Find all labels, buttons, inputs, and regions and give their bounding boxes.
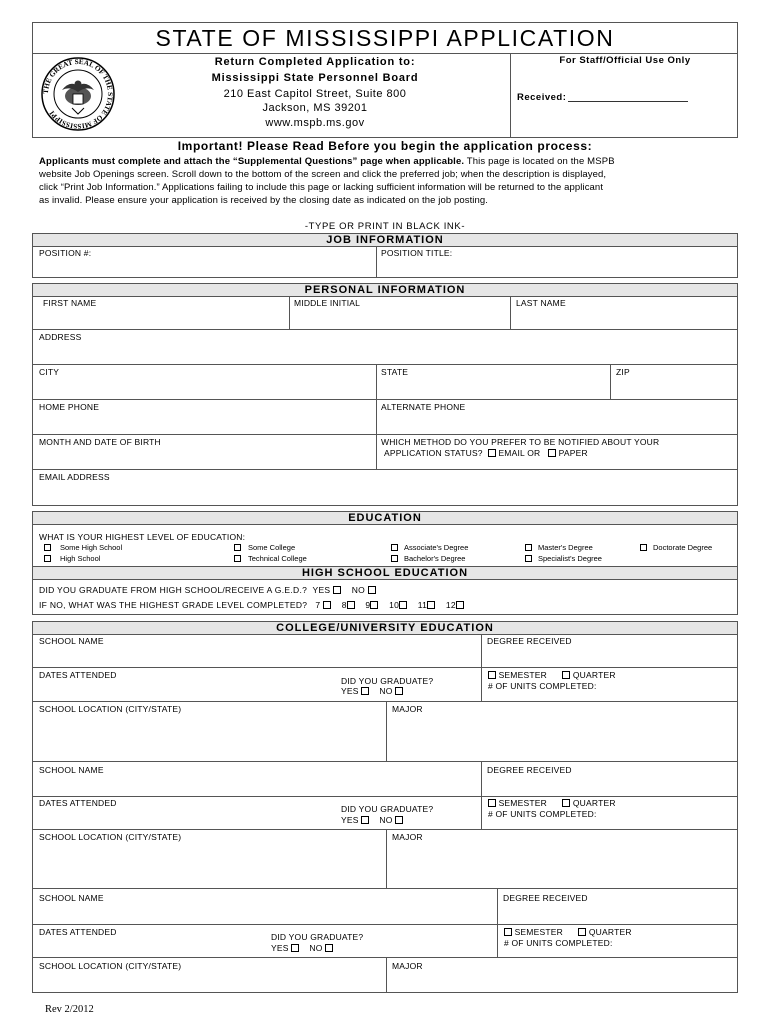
term-options-2: [488, 798, 616, 808]
last-name-field[interactable]: [511, 310, 737, 328]
notify-status-label: APPLICATION STATUS?: [384, 448, 483, 458]
ged-yes-label: YES: [312, 585, 331, 595]
alternate-phone-label: ALTERNATE PHONE: [381, 402, 466, 412]
specialists-checkbox[interactable]: [525, 555, 532, 562]
city-field[interactable]: [33, 378, 375, 398]
semester-label-2: SEMESTER: [498, 798, 547, 808]
row-rule: [32, 796, 738, 797]
dates-attended-field-2[interactable]: [33, 809, 333, 828]
school-name-label-2: SCHOOL NAME: [39, 765, 104, 775]
row-rule: [32, 888, 738, 889]
graduate-no-checkbox-2[interactable]: [395, 816, 403, 824]
semester-label-1: SEMESTER: [498, 670, 547, 680]
education-heading: EDUCATION: [32, 511, 738, 525]
school-name-field-3[interactable]: [33, 904, 496, 923]
ged-yes-checkbox[interactable]: [333, 586, 341, 594]
grade-10-checkbox[interactable]: [399, 601, 407, 609]
doctorate-label: Doctorate Degree: [653, 543, 713, 552]
graduate-no-label-2: NO: [379, 815, 393, 825]
masters-label: Master's Degree: [538, 543, 593, 552]
did-graduate-label-3: DID YOU GRADUATE?: [271, 932, 364, 942]
position-number-label: POSITION #:: [39, 248, 92, 258]
received-label: Received:: [517, 92, 567, 103]
row-rule: [32, 329, 738, 330]
revision-note: Rev 2/2012: [45, 1004, 94, 1015]
row-rule: [32, 957, 738, 958]
associates-checkbox[interactable]: [391, 544, 398, 551]
graduate-options-3: [271, 943, 333, 953]
graduate-options-1: [341, 686, 403, 696]
degree-received-field-1[interactable]: [482, 647, 737, 666]
technical-college-checkbox[interactable]: [234, 555, 241, 562]
state-label: STATE: [381, 367, 409, 377]
email-option-label: EMAIL OR: [498, 448, 541, 458]
row-rule: [32, 829, 738, 830]
graduate-yes-label-2: YES: [341, 815, 359, 825]
city-label: CITY: [39, 367, 60, 377]
semester-label-3: SEMESTER: [514, 927, 563, 937]
location-field-3[interactable]: [33, 972, 385, 992]
staff-divider: [510, 53, 511, 138]
high-school-heading: HIGH SCHOOL EDUCATION: [32, 566, 738, 580]
graduate-yes-checkbox-1[interactable]: [361, 687, 369, 695]
quarter-label-2: QUARTER: [572, 798, 616, 808]
dates-attended-label-3: DATES ATTENDED: [39, 927, 117, 937]
middle-initial-field[interactable]: [290, 310, 509, 328]
grade-12-checkbox[interactable]: [456, 601, 464, 609]
paper-checkbox[interactable]: [548, 449, 556, 457]
semester-checkbox-3[interactable]: [504, 928, 512, 936]
grade-9-checkbox[interactable]: [370, 601, 378, 609]
quarter-checkbox-1[interactable]: [562, 671, 570, 679]
dates-attended-label-2: DATES ATTENDED: [39, 798, 117, 808]
location-label-2: SCHOOL LOCATION (CITY/STATE): [39, 832, 182, 842]
school-name-label-1: SCHOOL NAME: [39, 636, 104, 646]
ink-note: -TYPE OR PRINT IN BLACK INK-: [304, 221, 466, 232]
masters-checkbox[interactable]: [525, 544, 532, 551]
location-label-3: SCHOOL LOCATION (CITY/STATE): [39, 961, 182, 971]
graduate-yes-checkbox-3[interactable]: [291, 944, 299, 952]
term-options-1: [488, 670, 616, 680]
ged-no-checkbox[interactable]: [368, 586, 376, 594]
quarter-label-3: QUARTER: [588, 927, 632, 937]
zip-field[interactable]: [611, 378, 737, 398]
position-title-field[interactable]: [377, 258, 737, 277]
paper-option-label: PAPER: [558, 448, 588, 458]
svg-text:THE GREAT SEAL OF THE STATE OF: THE GREAT SEAL OF THE STATE OF MISSISSIPPI: [41, 57, 115, 131]
return-label: Return Completed Application to:: [214, 56, 416, 68]
semester-checkbox-1[interactable]: [488, 671, 496, 679]
units-label-2: # OF UNITS COMPLETED:: [488, 809, 597, 819]
grade-7-checkbox[interactable]: [323, 601, 331, 609]
high-school-label: High School: [60, 554, 101, 563]
degree-received-label-2: DEGREE RECEIVED: [487, 765, 572, 775]
graduate-no-label-3: NO: [309, 943, 323, 953]
email-address-label: EMAIL ADDRESS: [39, 472, 110, 482]
job-info-heading: JOB INFORMATION: [32, 233, 738, 247]
home-phone-field[interactable]: [33, 413, 375, 433]
school-name-field-2[interactable]: [33, 776, 480, 795]
location-label-1: SCHOOL LOCATION (CITY/STATE): [39, 704, 182, 714]
bachelors-checkbox[interactable]: [391, 555, 398, 562]
notice-heading: Important! Please Read Before you begin the application process:: [177, 139, 593, 153]
grade-9-label: 9: [365, 600, 371, 610]
personal-info-heading: PERSONAL INFORMATION: [32, 283, 738, 297]
address-field[interactable]: [33, 343, 737, 363]
notice-line-1-rest: This page is located on the MSPB: [464, 156, 615, 167]
did-graduate-label-2: DID YOU GRADUATE?: [341, 804, 434, 814]
degree-received-label-1: DEGREE RECEIVED: [487, 636, 572, 646]
dates-attended-field-1[interactable]: [33, 681, 333, 700]
some-college-checkbox[interactable]: [234, 544, 241, 551]
degree-received-field-2[interactable]: [482, 776, 737, 795]
grade-8-checkbox[interactable]: [347, 601, 355, 609]
technical-college-label: Technical College: [248, 554, 307, 563]
birth-date-field[interactable]: [33, 448, 375, 468]
notice-bold-text: Applicants must complete and attach the “Supplemental Questions” page when applicable.: [39, 156, 465, 167]
doctorate-checkbox[interactable]: [640, 544, 647, 551]
city-state-zip: Jackson, MS 39201: [262, 102, 368, 114]
website-link[interactable]: www.mspb.ms.gov: [265, 117, 365, 129]
grade-12-label: 12: [445, 600, 456, 610]
row-rule: [32, 469, 738, 470]
education-question: WHAT IS YOUR HIGHEST LEVEL OF EDUCATION:: [39, 532, 246, 542]
dates-attended-label-1: DATES ATTENDED: [39, 670, 117, 680]
address-label: ADDRESS: [39, 332, 82, 342]
row-rule: [32, 434, 738, 435]
quarter-checkbox-3[interactable]: [578, 928, 586, 936]
high-school-checkbox[interactable]: [44, 555, 51, 562]
location-field-2[interactable]: [33, 843, 385, 887]
birth-date-label: MONTH AND DATE OF BIRTH: [39, 437, 161, 447]
units-label-1: # OF UNITS COMPLETED:: [488, 681, 597, 691]
title-rule: [32, 53, 738, 54]
row-rule: [32, 924, 738, 925]
zip-label: ZIP: [616, 367, 630, 377]
middle-initial-label: MIDDLE INITIAL: [294, 298, 361, 308]
notice-line-1: [39, 156, 615, 167]
grade-8-label: 8: [341, 600, 347, 610]
notify-question: WHICH METHOD DO YOU PREFER TO BE NOTIFIED ABOUT YOUR: [381, 437, 660, 447]
email-address-field[interactable]: [33, 483, 737, 505]
school-name-field-1[interactable]: [33, 647, 480, 666]
major-label-1: MAJOR: [392, 704, 423, 714]
school-name-label-3: SCHOOL NAME: [39, 893, 104, 903]
education-box: [32, 524, 738, 567]
street-address: 210 East Capitol Street, Suite 800: [223, 88, 407, 100]
notify-question-2: [384, 448, 588, 458]
row-rule: [32, 761, 738, 762]
state-field[interactable]: [377, 378, 609, 398]
notice-line-4: as invalid. Please ensure your application is received by the closing date as indicated on the job posting.: [39, 195, 489, 206]
units-label-3: # OF UNITS COMPLETED:: [504, 938, 613, 948]
grade-7-label: 7: [315, 600, 321, 610]
location-field-1[interactable]: [33, 715, 385, 760]
received-field[interactable]: [568, 101, 688, 102]
row-rule: [32, 399, 738, 400]
did-graduate-label-1: DID YOU GRADUATE?: [341, 676, 434, 686]
major-field-3[interactable]: [387, 972, 737, 992]
some-high-school-checkbox[interactable]: [44, 544, 51, 551]
grade-10-label: 10: [389, 600, 400, 610]
ged-no-label: NO: [351, 585, 366, 595]
row-rule: [32, 667, 738, 668]
graduate-no-checkbox-1[interactable]: [395, 687, 403, 695]
first-name-field[interactable]: [33, 310, 288, 328]
graduate-yes-label-3: YES: [271, 943, 289, 953]
major-label-2: MAJOR: [392, 832, 423, 842]
row-rule: [32, 701, 738, 702]
board-name: Mississippi State Personnel Board: [211, 72, 419, 84]
degree-received-field-3[interactable]: [498, 904, 737, 923]
staff-only-label: For Staff/Official Use Only: [559, 55, 691, 66]
position-title-label: POSITION TITLE:: [381, 248, 453, 258]
some-high-school-label: Some High School: [60, 543, 123, 552]
specialists-label: Specialist's Degree: [538, 554, 602, 563]
position-number-field[interactable]: [33, 258, 375, 277]
grade-question: IF NO, WHAT WAS THE HIGHEST GRADE LEVEL COMPLETED?: [39, 600, 308, 610]
dates-attended-field-3[interactable]: [33, 938, 258, 956]
quarter-checkbox-2[interactable]: [562, 799, 570, 807]
ged-question: DID YOU GRADUATE FROM HIGH SCHOOL/RECEIVE A G.E.D.?: [39, 585, 308, 595]
last-name-label: LAST NAME: [516, 298, 566, 308]
quarter-label-1: QUARTER: [572, 670, 616, 680]
email-checkbox[interactable]: [488, 449, 496, 457]
page-title: STATE OF MISSISSIPPI APPLICATION: [155, 25, 615, 51]
bachelors-label: Bachelor's Degree: [404, 554, 466, 563]
col-rule: [481, 634, 482, 701]
alternate-phone-field[interactable]: [377, 413, 737, 433]
grade-question-row: [39, 600, 464, 610]
graduate-options-2: [341, 815, 403, 825]
major-field-1[interactable]: [387, 715, 737, 760]
row-rule: [32, 364, 738, 365]
semester-checkbox-2[interactable]: [488, 799, 496, 807]
first-name-label: FIRST NAME: [43, 298, 97, 308]
graduate-yes-checkbox-2[interactable]: [361, 816, 369, 824]
notice-line-2: website Job Openings screen. Scroll down to the bottom of the screen and click the preferred job; when the description is displayed,: [39, 169, 607, 180]
major-field-2[interactable]: [387, 843, 737, 887]
grade-11-label: 11: [417, 600, 428, 610]
state-seal: [40, 56, 116, 132]
home-phone-label: HOME PHONE: [39, 402, 100, 412]
major-label-3: MAJOR: [392, 961, 423, 971]
graduate-no-label-1: NO: [379, 686, 393, 696]
graduate-yes-label-1: YES: [341, 686, 359, 696]
graduate-no-checkbox-3[interactable]: [325, 944, 333, 952]
college-heading: COLLEGE/UNIVERSITY EDUCATION: [32, 621, 738, 635]
ged-question-row: [39, 585, 376, 595]
col-rule: [481, 761, 482, 829]
notice-line-3: click “Print Job Information.” Applications failing to include this page or lacking sufficient information will be returned to the applicant: [39, 182, 604, 193]
some-college-label: Some College: [248, 543, 296, 552]
associates-label: Associate's Degree: [404, 543, 469, 552]
degree-received-label-3: DEGREE RECEIVED: [503, 893, 588, 903]
term-options-3: [504, 927, 632, 937]
grade-11-checkbox[interactable]: [427, 601, 435, 609]
